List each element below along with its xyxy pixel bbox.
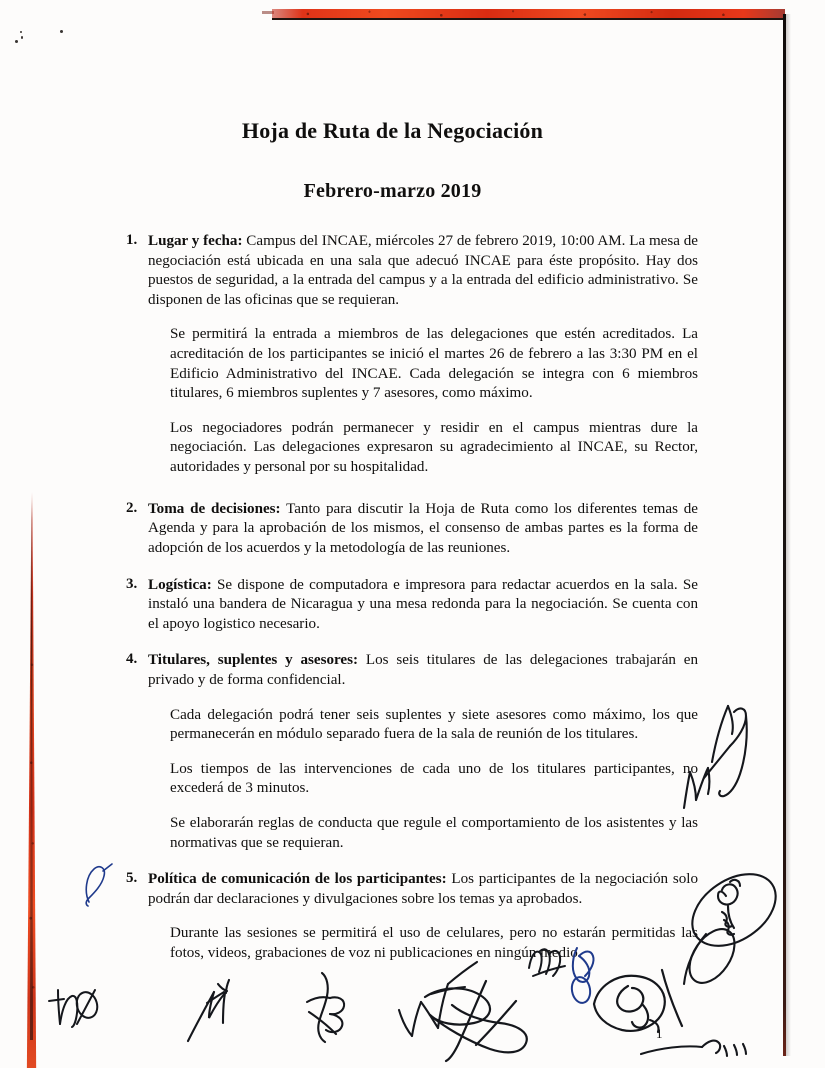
sub-paragraph: Los tiempos de las intervenciones de cada uno de los titulares participantes, no excederá de 3 minutos. <box>170 760 698 797</box>
signature-bottom-5 <box>420 975 560 1065</box>
list-item-heading: Logística: <box>148 576 212 593</box>
scan-top-red-edge-artifact <box>272 9 785 18</box>
signature-bottom-2 <box>185 975 257 1045</box>
list-item-number: 4. <box>126 651 138 668</box>
list-item-paragraph <box>148 500 698 559</box>
signature-bottom-6 <box>588 968 684 1054</box>
sub-paragraph: Durante las sesiones se permitirá el uso de celulares, pero no estarán permitidas las fotos, videos, grabaciones de voz ni publicaciones en ningún medio. <box>170 925 698 962</box>
list-item-heading: Lugar y fecha: <box>148 233 243 249</box>
signature-left-margin-blue <box>78 862 122 910</box>
list-item-number: 1. <box>126 232 138 248</box>
list-item-number: 3. <box>126 575 138 592</box>
list-item-paragraph <box>148 232 698 310</box>
list-item <box>126 651 698 853</box>
signature-bottom-3 <box>300 968 366 1048</box>
dust-speck <box>21 36 23 39</box>
sub-paragraph: Cada delegación podrá tener seis suplentes y siete asesores como máximo, los que permanecerán en módulo separado fuera de la sala de reunión de los titulares. <box>170 706 698 743</box>
list-item <box>126 576 698 635</box>
page-number: 1 <box>656 1026 663 1041</box>
document-subtitle: Febrero-marzo 2019 <box>303 180 482 202</box>
list-item <box>126 870 698 963</box>
list-item-body: Campus del INCAE, miércoles 27 de febrero 2019, 10:00 AM. La mesa de negociación está ubicada en una sala que adecuó INCAE para éste propósito. Hay dos puestos de seguridad, a la entrada del campus y a la entrada del edificio administrativo. Se disponen de las oficinas que se requieran. <box>148 233 698 308</box>
list-item-heading: Toma de decisiones: <box>148 500 281 517</box>
list-item-paragraph <box>148 651 698 690</box>
list-item-body: Tanto para discutir la Hoja de Ruta como los diferentes temas de Agenda y para la aprobación de los mismos, el consenso de ambas partes es la forma de adopción de los acuerdos y la metodología de las reuniones. <box>148 500 698 556</box>
list-item-body: Se dispone de computadora e impresora para redactar acuerdos en la sala. Se instaló una bandera de Nicaragua y una mesa redonda para la negociación. Se cuenta con el apoyo logistico necesario. <box>148 576 698 632</box>
scan-right-dark-edge-artifact <box>783 14 786 1056</box>
scan-right-glow-artifact <box>786 14 791 1056</box>
document-title: Hoja de Ruta de la Negociación <box>241 118 544 143</box>
dust-speck <box>15 40 18 43</box>
list-item-paragraph <box>148 576 698 635</box>
dust-speck <box>60 30 63 33</box>
list-item-number: 2. <box>126 499 138 516</box>
list-item-paragraph <box>148 870 698 909</box>
sub-paragraph: Se permitirá la entrada a miembros de las delegaciones que estén acreditados. La acreditación de los participantes se inició el martes 26 de febrero a las 3:30 PM en el Edificio Administrativo del INCAE. Cada delegación se integra con 6 miembros titulares, 6 miembros suplentes y 7 asesores, como máximo. <box>170 326 698 402</box>
list-item-body: Los participantes de la negociación solo podrán dar declaraciones y divulgaciones sobre los temas ya aprobados. <box>148 871 698 907</box>
signature-bottom-1 <box>46 980 116 1032</box>
list-item-heading: Titulares, suplentes y asesores: <box>148 652 359 669</box>
list-item-heading: Política de comunicación de los participantes: <box>148 871 447 888</box>
sub-paragraph: Los negociadores podrán permanecer y residir en el campus mientras dure la negociación. Las delegaciones expresaron su agradecimiento al INCAE, su Rector, autoridades y personal por su hospitalidad. <box>170 419 698 476</box>
list-item-number: 5. <box>126 870 138 887</box>
document-body <box>126 232 698 979</box>
dust-speck <box>20 31 22 33</box>
list-item <box>126 232 698 478</box>
list-item <box>126 500 698 559</box>
list-item-body: Los seis titulares de las delegaciones trabajarán en privado y de forma confidencial. <box>148 652 699 688</box>
signature-bottom-7-underline <box>638 1038 748 1066</box>
sub-paragraph: Se elaborarán reglas de conducta que regule el comportamiento de los asistentes y las normativas que se requieran. <box>170 815 698 851</box>
